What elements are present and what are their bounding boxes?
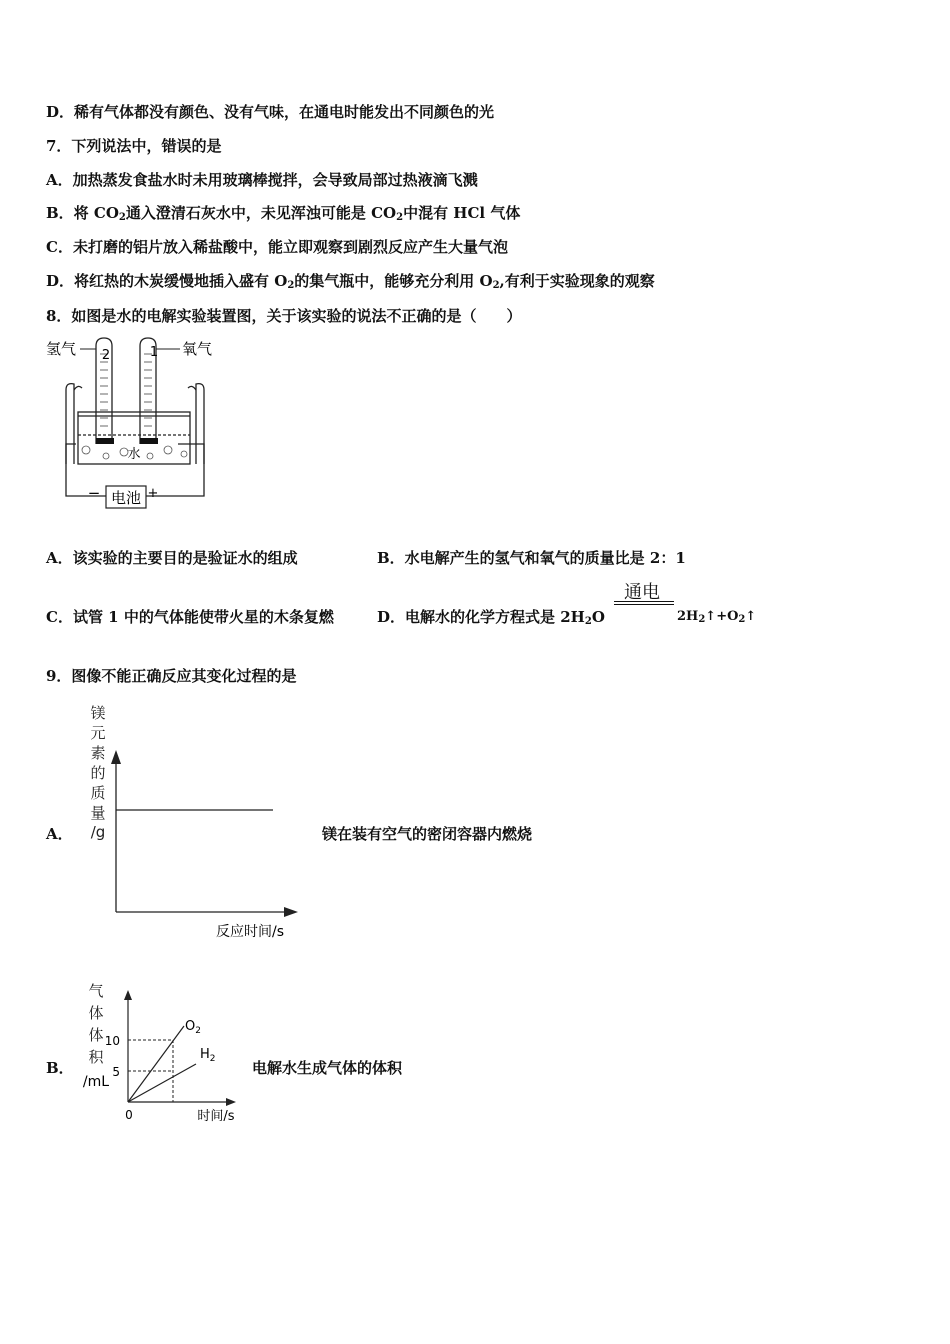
ylabel-char-2: 元 bbox=[90, 724, 106, 742]
q7d-text-3: ,有利于实验现象的观察 bbox=[499, 272, 655, 290]
positive-terminal: + bbox=[147, 486, 159, 501]
origin-label: 0 bbox=[125, 1108, 133, 1122]
q7-stem: 7．下列说法中，错误的是 bbox=[46, 137, 222, 155]
q9-a-graph bbox=[80, 700, 310, 945]
ylabel-char-3: 素 bbox=[90, 744, 106, 762]
q8d-sub-1: 2 bbox=[584, 616, 592, 627]
q8-option-d bbox=[377, 607, 605, 627]
q9-b-caption: 电解水生成气体的体积 bbox=[252, 1059, 403, 1077]
q7b-text-3: 中混有 HCl 气体 bbox=[403, 204, 521, 222]
ylabel-char-5: 质 bbox=[90, 784, 106, 802]
reaction-condition: 通电 bbox=[624, 582, 660, 603]
tube-1-label: 1 bbox=[149, 345, 159, 360]
ylabel-char-4: 的 bbox=[90, 764, 106, 782]
negative-terminal: − bbox=[87, 484, 101, 502]
q9-option-b-letter: B． bbox=[46, 1059, 74, 1077]
ylabel-b-char-4: 积 bbox=[88, 1048, 104, 1066]
q8-stem: 8．如图是水的电解实验装置图，关于该实验的说法不正确的是（ ） bbox=[46, 307, 522, 325]
electrolysis-apparatus-diagram bbox=[40, 334, 230, 518]
q7b-text-2: 通入澄清石灰水中，未见浑浊可能是 CO bbox=[125, 204, 397, 222]
q9-option-a-letter: A． bbox=[46, 825, 73, 843]
tick-10: 10 bbox=[104, 1034, 120, 1048]
q9-b-graph bbox=[76, 978, 246, 1128]
equation-equals-bar bbox=[614, 601, 674, 605]
water-label: 水 bbox=[127, 447, 141, 462]
q7d-text-2: 的集气瓶中，能够充分利用 O bbox=[294, 272, 493, 290]
ylabel-char-6: 量 bbox=[90, 804, 106, 822]
y-axis-arrow bbox=[111, 750, 121, 764]
ylabel-char-1: 镁 bbox=[90, 704, 106, 722]
q7-option-c: C．未打磨的铝片放入稀盐酸中，能立即观察到剧烈反应产生大量气泡 bbox=[46, 238, 508, 256]
q7-option-b bbox=[46, 203, 520, 223]
tube-2-label: 2 bbox=[101, 348, 111, 363]
y-unit-b: /mL bbox=[82, 1074, 110, 1090]
products-text-2: ↑+O bbox=[705, 609, 739, 624]
h2-label-sub: 2 bbox=[209, 1054, 216, 1064]
q8d-products bbox=[677, 607, 756, 627]
q7d-text-1: D．将红热的木炭缓慢地插入盛有 O bbox=[46, 272, 288, 290]
q8d-text-1: D．电解水的化学方程式是 2H bbox=[377, 608, 585, 626]
h2-line bbox=[128, 1064, 196, 1102]
battery-label: 电池 bbox=[110, 489, 142, 507]
oxygen-label: 氧气 bbox=[182, 340, 213, 358]
products-sub-1: 2 bbox=[698, 614, 706, 625]
q7b-sub-2: 2 bbox=[396, 212, 404, 223]
o2-label-sub: 2 bbox=[195, 1026, 201, 1036]
q7-option-a: A．加热蒸发食盐水时未用玻璃棒搅拌，会导致局部过热液滴飞溅 bbox=[46, 171, 478, 189]
x-axis-arrow bbox=[284, 907, 298, 917]
x-axis-b-label: 时间/s bbox=[197, 1109, 235, 1124]
q7-option-d bbox=[46, 271, 655, 291]
q9-stem: 9．图像不能正确反应其变化过程的是 bbox=[46, 667, 297, 685]
o2-line bbox=[128, 1026, 184, 1102]
o2-label-main: O bbox=[185, 1019, 196, 1034]
q7d-sub-1: 2 bbox=[287, 280, 295, 291]
q7b-sub-1: 2 bbox=[118, 212, 126, 223]
q7b-text-1: B．将 CO bbox=[46, 204, 119, 222]
ylabel-b-char-1: 气 bbox=[88, 982, 104, 1000]
q8-option-b: B．水电解产生的氢气和氧气的质量比是 2：1 bbox=[377, 549, 686, 567]
o2-label bbox=[185, 1019, 201, 1036]
x-axis-b-arrow bbox=[226, 1098, 236, 1106]
q8-option-c: C．试管 1 中的气体能使带火星的木条复燃 bbox=[46, 608, 334, 626]
q8d-text-2: O bbox=[591, 608, 605, 626]
h2-label bbox=[200, 1047, 216, 1064]
products-sub-2: 2 bbox=[738, 614, 746, 625]
products-text-3: ↑ bbox=[745, 609, 757, 624]
q8-option-a: A．该实验的主要目的是验证水的组成 bbox=[46, 549, 298, 567]
ylabel-b-char-3: 体 bbox=[88, 1026, 104, 1044]
y-axis-b-arrow bbox=[124, 990, 132, 1000]
tick-5: 5 bbox=[112, 1065, 120, 1079]
q6-option-d: D．稀有气体都没有颜色、没有气味，在通电时能发出不同颜色的光 bbox=[46, 103, 495, 121]
products-text-1: 2H bbox=[677, 609, 699, 624]
x-axis-label: 反应时间/s bbox=[215, 924, 285, 940]
ylabel-b-char-2: 体 bbox=[88, 1004, 104, 1022]
y-unit: /g bbox=[90, 823, 106, 841]
q9-a-caption: 镁在装有空气的密闭容器内燃烧 bbox=[322, 825, 533, 843]
q7d-sub-2: 2 bbox=[492, 280, 500, 291]
hydrogen-label: 氢气 bbox=[46, 340, 77, 358]
h2-label-main: H bbox=[200, 1047, 210, 1062]
